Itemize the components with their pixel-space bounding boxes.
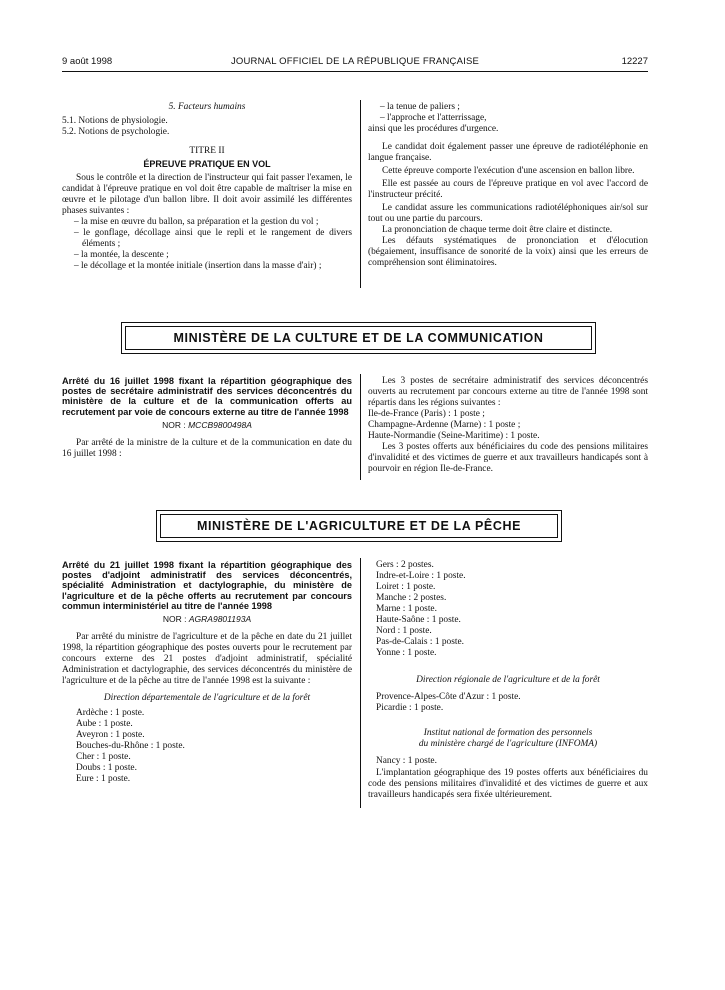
institut-heading-line1: Institut national de formation des personnels <box>423 728 593 738</box>
phase-item: – l'approche et l'atterrissage, <box>380 113 487 123</box>
nor-reference <box>62 420 352 431</box>
department-item: Marne : 1 poste. <box>376 604 437 614</box>
paragraph: Cette épreuve comporte l'exécution d'une ascension en ballon libre. <box>382 166 635 176</box>
list-item: 5.1. Notions de physiologie. <box>62 116 168 126</box>
ministry-culture-banner <box>121 322 596 354</box>
ainsi-line: ainsi que les procédures d'urgence. <box>368 124 499 134</box>
department-item: Indre-et-Loire : 1 poste. <box>376 571 466 581</box>
column-divider <box>360 558 361 808</box>
paragraph: Le candidat assure les communications radiotéléphoniques air/sol sur tout ou une partie du parcours. <box>368 203 648 224</box>
department-item: Haute-Saône : 1 poste. <box>376 615 461 625</box>
department-item: Eure : 1 poste. <box>76 774 131 785</box>
department-item: Aube : 1 poste. <box>76 719 133 730</box>
top-right-column <box>368 102 648 269</box>
arrete-title: Arrêté du 16 juillet 1998 fixant la répartition géographique des postes de secrétaire administratif des services déconcentrés du ministère de la culture et de la communication offerts au recrutement par voie de concours externe au titre de l'année 1998 <box>62 376 352 417</box>
column-divider <box>360 374 361 480</box>
phase-item: – la montée, la descente ; <box>74 250 169 260</box>
nor-label: NOR : <box>162 614 187 625</box>
region-item: Ile-de-France (Paris) : 1 poste ; <box>368 409 485 419</box>
department-item: Loiret : 1 poste. <box>376 582 436 592</box>
page-number: 12227 <box>621 56 648 67</box>
ministry-agriculture-banner <box>156 510 562 542</box>
culture-left-column <box>62 376 352 460</box>
department-item: Aveyron : 1 poste. <box>76 730 145 741</box>
region-item: Provence-Alpes-Côte d'Azur : 1 poste. <box>376 692 521 702</box>
department-item: Manche : 2 postes. <box>376 593 447 603</box>
final-paragraph: L'implantation géographique des 19 postes offerts aux bénéficiaires du code des pensions militaires d'invalidité et des victimes de guerre et aux travailleurs handicapés sera fixée ultérieurement. <box>368 768 648 800</box>
agriculture-left-column <box>62 560 352 785</box>
culture-right-column <box>368 376 648 475</box>
region-item: Haute-Normandie (Seine-Maritime) : 1 poste. <box>368 431 540 441</box>
arrete-body: Par arrêté du ministre de l'agriculture et de la pêche en date du 21 juillet 1998, la répartition géographique des postes ouverts pour le recrutement par concours externe des 21 postes d'adjoint administratif, spécialité Administration et dactylographie, des services déconcentrés du ministère de l'agriculture et de la pêche au titre de l'année 1998 est la suivante : <box>62 632 352 687</box>
institut-heading-line2: du ministère chargé de l'agriculture (INFOMA) <box>418 739 598 749</box>
section-heading: 5. Facteurs humains <box>168 102 246 112</box>
nor-code: AGRA9801193A <box>188 614 252 625</box>
nor-reference <box>62 614 352 625</box>
titre-heading: TITRE II <box>189 146 225 156</box>
paragraph: Elle est passée au cours de l'épreuve pratique en vol avec l'accord de l'instructeur précité. <box>368 179 648 200</box>
department-item: Gers : 2 postes. <box>376 560 434 570</box>
department-item: Ardèche : 1 poste. <box>76 708 145 719</box>
agriculture-right-column <box>368 560 648 801</box>
list-item: 5.2. Notions de psychologie. <box>62 127 170 137</box>
department-item: Pas-de-Calais : 1 poste. <box>376 637 465 647</box>
column-divider <box>360 100 361 288</box>
direction-heading: Direction départementale de l'agriculture et de la forêt <box>103 693 311 704</box>
top-left-column <box>62 102 352 272</box>
arrete-body: Par arrêté de la ministre de la culture et de la communication en date du 16 juillet 1998 : <box>62 437 352 459</box>
epreuve-intro: Sous le contrôle et la direction de l'instructeur qui fait passer l'examen, le candidat à l'épreuve pratique en vol doit être capable de maîtriser la mise en œuvre et le pilotage d'un ballon libre. Il doit avoir assimilé les différentes phases suivantes : <box>62 173 352 216</box>
phase-item: – la mise en œuvre du ballon, sa préparation et la gestion du vol ; <box>74 217 319 227</box>
paragraph: Les 3 postes de secrétaire administratif des services déconcentrés ouverts au recrutement par concours externe au titre de l'année 1998 sont répartis dans les régions suivantes : <box>368 376 648 408</box>
epreuve-heading: ÉPREUVE PRATIQUE EN VOL <box>143 159 271 169</box>
ministry-culture-title: MINISTÈRE DE LA CULTURE ET DE LA COMMUNICATION <box>125 326 592 350</box>
paragraph: Les défauts systématiques de prononciation et d'élocution (bégaiement, insuffisance de sonorité de la voix) ainsi que les erreurs de compréhension sont éliminatoires. <box>368 236 648 268</box>
phase-item: – le gonflage, décollage ainsi que le repli et le rangement de divers éléments ; <box>74 228 352 249</box>
header-rule <box>62 71 648 72</box>
paragraph: La prononciation de chaque terme doit être claire et distincte. <box>382 225 613 235</box>
nor-code: MCCB9800498A <box>188 419 252 430</box>
department-item: Yonne : 1 poste. <box>376 648 437 658</box>
paragraph: Le candidat doit également passer une épreuve de radiotéléphonie en langue française. <box>368 142 648 163</box>
department-item: Cher : 1 poste. <box>76 752 131 763</box>
region-item: Champagne-Ardenne (Marne) : 1 poste ; <box>368 420 521 430</box>
arrete-title: Arrêté du 21 juillet 1998 fixant la répartition géographique des postes d'adjoint administratif des services déconcentrés, spécialité Administration et dactylographie, du ministère de l'agriculture et de la pêche offerts au recrutement par concours commun interministériel au titre de l'année 1998 <box>62 560 352 611</box>
phase-item: – la tenue de paliers ; <box>380 102 460 112</box>
region-item: Picardie : 1 poste. <box>376 703 444 713</box>
phase-item: – le décollage et la montée initiale (insertion dans la masse d'air) ; <box>74 261 322 271</box>
department-item: Nord : 1 poste. <box>376 626 432 636</box>
header-date: 9 août 1998 <box>62 56 113 67</box>
department-item: Bouches-du-Rhône : 1 poste. <box>76 741 185 752</box>
institut-item: Nancy : 1 poste. <box>376 756 437 766</box>
journal-title: JOURNAL OFFICIEL DE LA RÉPUBLIQUE FRANÇAISE <box>230 56 480 67</box>
direction-heading: Direction régionale de l'agriculture et de la forêt <box>416 675 600 685</box>
department-item: Doubs : 1 poste. <box>76 763 137 774</box>
nor-label: NOR : <box>162 419 186 430</box>
ministry-agriculture-title: MINISTÈRE DE L'AGRICULTURE ET DE LA PÊCHE <box>160 514 558 538</box>
paragraph: Les 3 postes offerts aux bénéficiaires du code des pensions militaires d'invalidité et des victimes de guerre et aux travailleurs handicapés sont à pourvoir en région Ile-de-France. <box>368 442 648 474</box>
page-header <box>62 56 648 70</box>
